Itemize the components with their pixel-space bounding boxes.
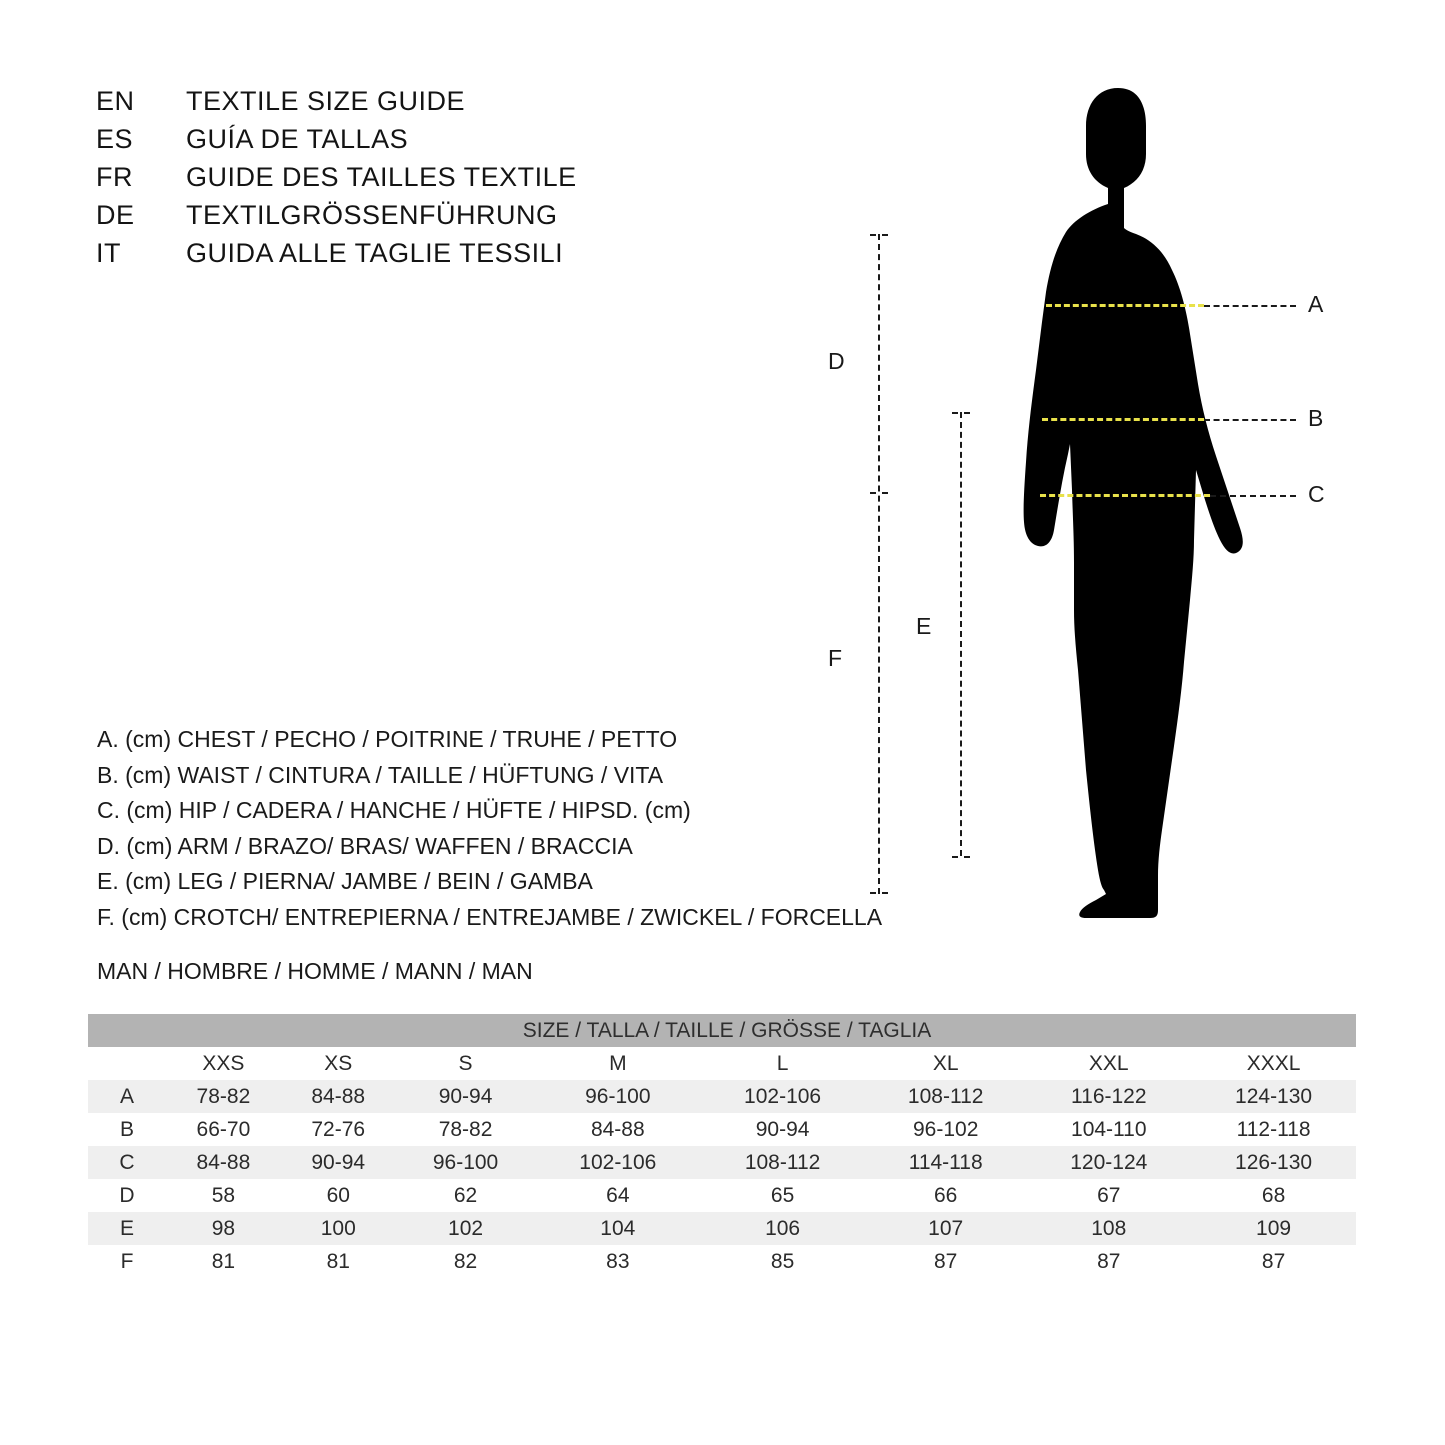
row-label-c: C	[88, 1146, 166, 1179]
waist-band-line	[1042, 418, 1204, 421]
cell-b-m: 84-88	[535, 1113, 700, 1146]
cell-e-xs: 100	[281, 1212, 396, 1245]
cell-e-m: 104	[535, 1212, 700, 1245]
leg-bracket-bottom-tick-inner	[952, 856, 970, 858]
cell-f-s: 82	[396, 1245, 536, 1278]
legend-line-c: C. (cm) HIP / CADERA / HANCHE / HÜFTE / HIPSD. (cm)	[97, 797, 691, 823]
table-row	[88, 1179, 1356, 1212]
title-row-fr	[96, 162, 577, 200]
leg-bracket-line	[960, 412, 962, 856]
cell-c-xxl: 120-124	[1026, 1146, 1191, 1179]
title-block	[96, 86, 577, 276]
title-row-es	[96, 124, 577, 162]
cell-a-xxs: 78-82	[166, 1080, 281, 1113]
legend-line-f: F. (cm) CROTCH/ ENTREPIERNA / ENTREJAMBE / ZWICKEL / FORCELLA	[97, 903, 883, 930]
cell-e-xl: 107	[865, 1212, 1026, 1245]
cell-b-xxl: 104-110	[1026, 1113, 1191, 1146]
column-header-xxs: XXS	[166, 1047, 281, 1080]
arm-bracket-mid-tick	[870, 492, 888, 494]
cell-b-l: 90-94	[700, 1113, 865, 1146]
title-lang-de: DE	[96, 200, 135, 230]
row-label-d: D	[88, 1179, 166, 1212]
cell-f-xxxl: 87	[1191, 1245, 1356, 1278]
legend-line-d: D. (cm) ARM / BRAZO/ BRAS/ WAFFEN / BRACCIA	[97, 832, 633, 859]
title-text-fr: GUIDE DES TAILLES TEXTILE	[186, 162, 577, 192]
cell-d-xxxl: 68	[1191, 1179, 1356, 1212]
title-text-de: TEXTILGRÖSSENFÜHRUNG	[186, 200, 558, 230]
table-band-row	[88, 1014, 1356, 1047]
cell-e-xxs: 98	[166, 1212, 281, 1245]
cell-e-l: 106	[700, 1212, 865, 1245]
gender-label: MAN / HOMBRE / HOMME / MANN / MAN	[97, 958, 533, 984]
chest-band-line	[1046, 304, 1204, 307]
cell-f-xl: 87	[865, 1245, 1026, 1278]
size-table	[88, 1014, 1356, 1278]
leg-bracket-bottom-tick	[870, 892, 888, 894]
table-band-title: SIZE / TALLA / TAILLE / GRÖSSE / TAGLIA	[88, 1014, 1356, 1047]
label-b: B	[1308, 405, 1324, 431]
cell-d-s: 62	[396, 1179, 536, 1212]
legend-line-e: E. (cm) LEG / PIERNA/ JAMBE / BEIN / GAMBA	[97, 868, 593, 894]
table-row	[88, 1080, 1356, 1113]
column-header-l: L	[700, 1047, 865, 1080]
column-header-corner	[88, 1047, 166, 1080]
legend-line-b: B. (cm) WAIST / CINTURA / TAILLE / HÜFTUNG / VITA	[97, 761, 664, 788]
body-diagram	[828, 70, 1380, 950]
title-lang-it: IT	[96, 238, 121, 268]
label-c: C	[1308, 481, 1325, 507]
arm-bracket-top-tick	[870, 234, 888, 236]
cell-d-m: 64	[535, 1179, 700, 1212]
cell-a-xxxl: 124-130	[1191, 1080, 1356, 1113]
table-row	[88, 1212, 1356, 1245]
table-column-header-row	[88, 1047, 1356, 1080]
column-header-xxxl: XXXL	[1191, 1047, 1356, 1080]
title-text-en: TEXTILE SIZE GUIDE	[186, 86, 466, 116]
cell-f-m: 83	[535, 1245, 700, 1278]
column-header-xxl: XXL	[1026, 1047, 1191, 1080]
cell-b-xl: 96-102	[865, 1113, 1026, 1146]
title-lang-fr: FR	[96, 162, 133, 192]
table-row	[88, 1245, 1356, 1278]
cell-c-l: 108-112	[700, 1146, 865, 1179]
label-a: A	[1308, 291, 1324, 317]
cell-b-s: 78-82	[396, 1113, 536, 1146]
column-header-xs: XS	[281, 1047, 396, 1080]
arm-leg-bracket-line	[878, 234, 880, 894]
cell-d-xs: 60	[281, 1179, 396, 1212]
title-row-de	[96, 200, 577, 238]
cell-c-xxxl: 126-130	[1191, 1146, 1356, 1179]
cell-a-xs: 84-88	[281, 1080, 396, 1113]
cell-a-s: 90-94	[396, 1080, 536, 1113]
title-lang-es: ES	[96, 124, 134, 154]
title-text-it: GUIDA ALLE TAGLIE TESSILI	[186, 238, 564, 268]
row-label-b: B	[88, 1113, 166, 1146]
label-f: F	[828, 645, 843, 671]
cell-b-xs: 72-76	[281, 1113, 396, 1146]
cell-f-xxs: 81	[166, 1245, 281, 1278]
measurement-legend	[97, 722, 882, 935]
cell-c-xs: 90-94	[281, 1146, 396, 1179]
hip-leader-line	[1210, 495, 1296, 497]
column-header-s: S	[396, 1047, 536, 1080]
cell-e-s: 102	[396, 1212, 536, 1245]
hip-band-line	[1040, 494, 1210, 497]
row-label-f: F	[88, 1245, 166, 1278]
cell-d-xl: 66	[865, 1179, 1026, 1212]
cell-c-xxs: 84-88	[166, 1146, 281, 1179]
cell-a-m: 96-100	[535, 1080, 700, 1113]
cell-f-xxl: 87	[1026, 1245, 1191, 1278]
legend-line-a: A. (cm) CHEST / PECHO / POITRINE / TRUHE / PETTO	[97, 726, 678, 752]
table-row	[88, 1113, 1356, 1146]
cell-f-xs: 81	[281, 1245, 396, 1278]
leg-bracket-top-tick	[952, 412, 970, 414]
cell-f-l: 85	[700, 1245, 865, 1278]
size-table-wrapper	[88, 1014, 1356, 1278]
cell-b-xxxl: 112-118	[1191, 1113, 1356, 1146]
cell-a-xxl: 116-122	[1026, 1080, 1191, 1113]
cell-d-l: 65	[700, 1179, 865, 1212]
cell-d-xxl: 67	[1026, 1179, 1191, 1212]
cell-a-l: 102-106	[700, 1080, 865, 1113]
cell-e-xxl: 108	[1026, 1212, 1191, 1245]
column-header-xl: XL	[865, 1047, 1026, 1080]
cell-b-xxs: 66-70	[166, 1113, 281, 1146]
label-e: E	[916, 613, 932, 639]
title-row-it	[96, 238, 577, 276]
label-d: D	[828, 348, 845, 374]
cell-c-m: 102-106	[535, 1146, 700, 1179]
chest-leader-line	[1204, 305, 1296, 307]
title-text-es: GUÍA DE TALLAS	[186, 124, 409, 154]
title-row-en	[96, 86, 577, 124]
cell-c-xl: 114-118	[865, 1146, 1026, 1179]
cell-c-s: 96-100	[396, 1146, 536, 1179]
cell-d-xxs: 58	[166, 1179, 281, 1212]
cell-e-xxxl: 109	[1191, 1212, 1356, 1245]
title-lang-en: EN	[96, 86, 135, 116]
table-row	[88, 1146, 1356, 1179]
column-header-m: M	[535, 1047, 700, 1080]
row-label-a: A	[88, 1080, 166, 1113]
man-silhouette-icon	[860, 70, 1380, 950]
cell-a-xl: 108-112	[865, 1080, 1026, 1113]
row-label-e: E	[88, 1212, 166, 1245]
waist-leader-line	[1204, 419, 1296, 421]
